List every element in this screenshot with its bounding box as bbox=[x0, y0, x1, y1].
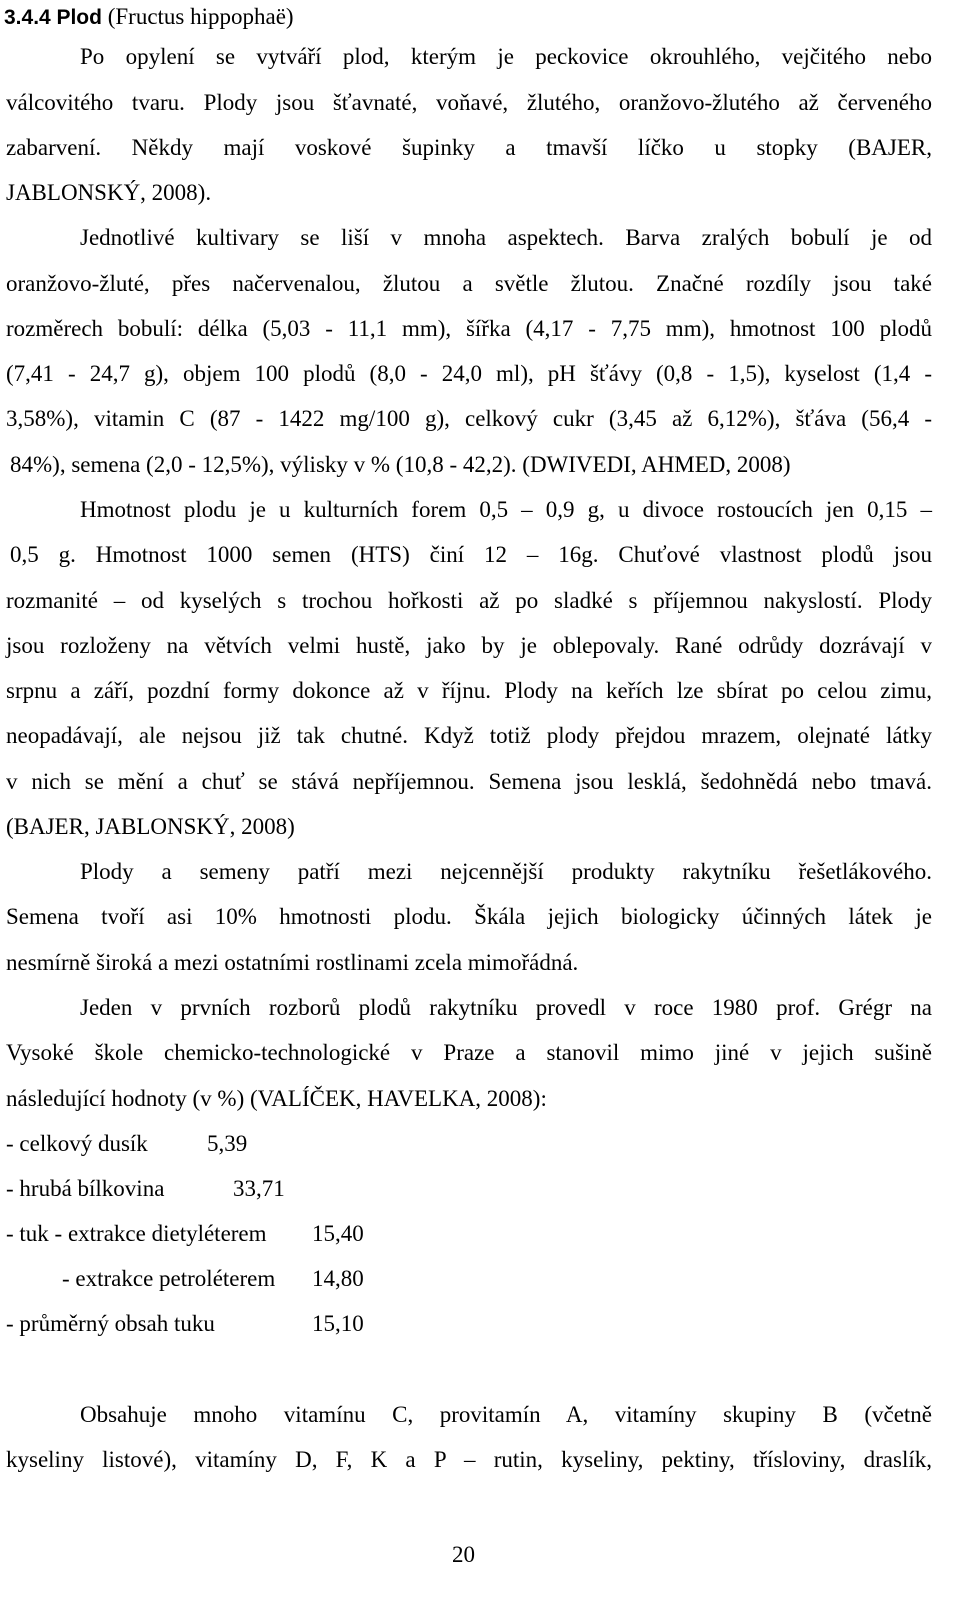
paragraph-line: Hmotnost plodu je u kulturních forem 0,5 – 0,9 g, u divoce rostoucích jen 0,15 – bbox=[80, 497, 932, 522]
paragraph-line: 3,58%), vitamin C (87 - 1422 mg/100 g), celkový cukr (3,45 až 6,12%), šťáva (56,4 - bbox=[6, 406, 932, 431]
section-latin-name: (Fructus hippophaë) bbox=[107, 4, 294, 29]
paragraph-line: rozmanité – od kyselých s trochou hořkosti až po sladké s příjemnou nakyslostí. Plody bbox=[6, 588, 932, 613]
section-heading bbox=[4, 4, 294, 30]
paragraph-line: následující hodnoty (v %) (VALÍČEK, HAVELKA, 2008): bbox=[6, 1086, 547, 1111]
paragraph-line: srpnu a září, pozdní formy dokonce až v říjnu. Plody na keřích lze sbírat po celou zimu, bbox=[6, 678, 932, 703]
paragraph-line: Obsahuje mnoho vitamínu C, provitamín A, vitamíny skupiny B (včetně bbox=[80, 1402, 932, 1427]
nutrient-value: 33,71 bbox=[233, 1176, 285, 1201]
paragraph-line: zabarvení. Někdy mají voskové šupinky a tmavší líčko u stopky (BAJER, bbox=[6, 135, 932, 160]
paragraph-line: (BAJER, JABLONSKÝ, 2008) bbox=[6, 814, 295, 839]
paragraph-line: válcovitého tvaru. Plody jsou šťavnaté, voňavé, žlutého, oranžovo-žlutého až červeného bbox=[6, 90, 932, 115]
paragraph-line: neopadávají, ale nejsou již tak chutné. Když totiž plody přejdou mrazem, olejnaté látky bbox=[6, 723, 932, 748]
paragraph-line: oranžovo-žluté, přes načervenalou, žlutou a světle žlutou. Značné rozdíly jsou také bbox=[6, 271, 932, 296]
page-number: 20 bbox=[452, 1542, 475, 1567]
section-number: 3.4.4 bbox=[4, 6, 51, 29]
paragraph-line: Jednotlivé kultivary se liší v mnoha aspektech. Barva zralých bobulí je od bbox=[80, 225, 932, 250]
paragraph-line: 84%), semena (2,0 - 12,5%), výlisky v % (10,8 - 42,2). (DWIVEDI, AHMED, 2008) bbox=[10, 452, 791, 477]
paragraph-line: Jeden v prvních rozborů plodů rakytníku provedl v roce 1980 prof. Grégr na bbox=[80, 995, 932, 1020]
nutrient-value: 5,39 bbox=[207, 1131, 248, 1156]
paragraph-line: Plody a semeny patří mezi nejcennější produkty rakytníku řešetlákového. bbox=[80, 859, 932, 884]
paragraph-line: JABLONSKÝ, 2008). bbox=[6, 180, 212, 205]
paragraph-line: v nich se mění a chuť se stává nepříjemnou. Semena jsou lesklá, šedohnědá nebo tmavá. bbox=[6, 769, 932, 794]
nutrient-value: 14,80 bbox=[312, 1266, 364, 1291]
paragraph-line: nesmírně široká a mezi ostatními rostlinami zcela mimořádná. bbox=[6, 950, 579, 975]
paragraph-line: rozměrech bobulí: délka (5,03 - 11,1 mm), šířka (4,17 - 7,75 mm), hmotnost 100 plodů bbox=[6, 316, 932, 341]
nutrient-label: - průměrný obsah tuku bbox=[6, 1311, 215, 1336]
section-title: Plod bbox=[56, 6, 102, 29]
nutrient-value: 15,40 bbox=[312, 1221, 364, 1246]
nutrient-value: 15,10 bbox=[312, 1311, 364, 1336]
nutrient-label: - tuk - extrakce dietyléterem bbox=[6, 1221, 267, 1246]
paragraph-line: Po opylení se vytváří plod, kterým je peckovice okrouhlého, vejčitého nebo bbox=[80, 44, 932, 69]
paragraph-line: jsou rozloženy na větvích velmi hustě, jako by je oblepovaly. Rané odrůdy dozrávají v bbox=[6, 633, 932, 658]
nutrient-label: - celkový dusík bbox=[6, 1131, 148, 1156]
paragraph-line: kyseliny listové), vitamíny D, F, K a P – rutin, kyseliny, pektiny, třísloviny, draslík, bbox=[6, 1447, 932, 1472]
paragraph-line: 0,5 g. Hmotnost 1000 semen (HTS) činí 12 – 16g. Chuťové vlastnost plodů jsou bbox=[10, 542, 932, 567]
nutrient-label: - hrubá bílkovina bbox=[6, 1176, 165, 1201]
paragraph-line: Semena tvoří asi 10% hmotnosti plodu. Škála jejich biologicky účinných látek je bbox=[6, 904, 932, 929]
paragraph-line: (7,41 - 24,7 g), objem 100 plodů (8,0 - 24,0 ml), pH šťávy (0,8 - 1,5), kyselost (1,4 - bbox=[6, 361, 932, 386]
nutrient-label: - extrakce petroléterem bbox=[62, 1266, 276, 1291]
paragraph-line: Vysoké škole chemicko-technologické v Praze a stanovil mimo jiné v jejich sušině bbox=[6, 1040, 932, 1065]
